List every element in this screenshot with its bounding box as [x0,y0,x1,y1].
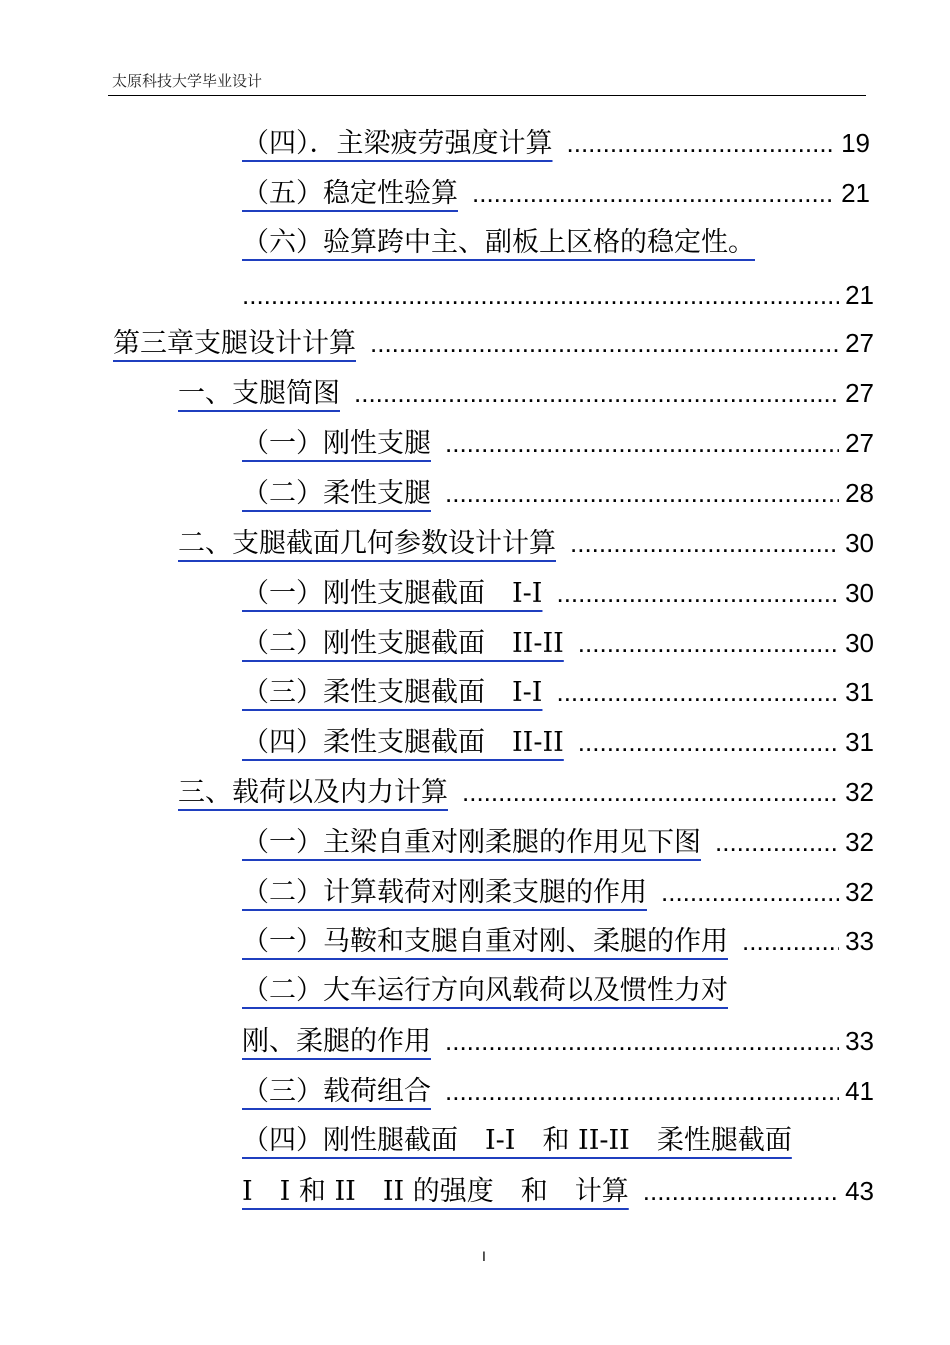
toc-section[interactable] [178,522,874,564]
toc-entry-title[interactable]: （三）柔性支腿截面 I-I [242,677,543,708]
toc-entry-title[interactable]: （四）．主梁疲劳强度计算 [242,128,553,159]
toc-leader-dots [578,721,839,763]
toc-page-number: 33 [845,926,874,956]
toc-page-number: 21 [845,280,874,310]
toc-entry-title[interactable]: （二）大车运行方向风载荷以及惯性力对 [242,975,728,1006]
toc-entry-title[interactable]: （二）计算载荷对刚柔支腿的作用 [242,877,647,908]
toc-entry-title[interactable]: （二）刚性支腿截面 II-II [242,628,564,659]
toc-entry[interactable] [242,572,874,614]
toc-page-number: 28 [845,478,874,508]
toc-entry-title[interactable]: 刚、柔腿的作用 [242,1026,431,1057]
toc-page-number: 32 [845,777,874,807]
toc-leader-dots [445,422,839,464]
toc-leader-dots [578,622,839,664]
toc-page-number: 30 [845,578,874,608]
toc-page-number: 41 [845,1076,874,1106]
toc-chapter[interactable] [113,322,874,364]
toc-leader-dots [567,122,836,164]
document-header: 太原科技大学毕业设计 [112,72,263,90]
toc-page-number: 27 [845,378,874,408]
toc-leader-dots [445,1070,839,1112]
toc-entry-title[interactable]: （四）刚性腿截面 I-I 和 II-II 柔性腿截面 [242,1125,792,1156]
toc-entry[interactable] [242,920,874,962]
toc-entry-title[interactable]: 三、载荷以及内力计算 [178,777,448,808]
toc-entry-continuation[interactable] [242,1020,874,1062]
toc-leader-dots [661,871,839,913]
footer-page-number: I [482,1248,486,1264]
toc-entry-title[interactable]: （五）稳定性验算 [242,178,458,209]
toc-leader-dots [715,821,839,863]
toc-entry-title[interactable]: 二、支腿截面几何参数设计计算 [178,528,556,559]
toc-entry[interactable] [242,871,874,913]
toc-entry-wrapped[interactable] [242,970,858,1012]
toc-entry-wrapped[interactable] [242,222,858,264]
toc-leader-dots [462,771,839,813]
toc-entry-title[interactable]: 第三章支腿设计计算 [113,328,356,359]
toc-page-number: 27 [845,328,874,358]
toc-page-number: 32 [845,877,874,907]
toc-leader-dots [570,522,839,564]
toc-leader-dots [556,671,839,713]
toc-entry-title[interactable]: （一）马鞍和支腿自重对刚、柔腿的作用 [242,926,728,957]
toc-entry-continuation[interactable] [242,274,874,316]
toc-section[interactable] [178,771,874,813]
toc-leader-dots [354,372,839,414]
toc-entry-title[interactable]: （二）柔性支腿 [242,478,431,509]
toc-page-number: 43 [845,1176,874,1206]
toc-leader-dots [370,322,839,364]
toc-entry[interactable] [242,122,870,164]
toc-entry-title[interactable]: （一）主梁自重对刚柔腿的作用见下图 [242,827,701,858]
toc-entry-title[interactable]: （一）刚性支腿 [242,428,431,459]
toc-entry[interactable] [242,671,874,713]
toc-page-number: 31 [845,727,874,757]
toc-leader-dots [445,1020,839,1062]
toc-page-number: 27 [845,428,874,458]
toc-page-number: 33 [845,1026,874,1056]
toc-entry-title[interactable]: I I 和 II II 的强度 和 计算 [242,1176,629,1207]
toc-page-number: 30 [845,528,874,558]
toc-page-number: 21 [841,178,870,208]
toc-entry[interactable] [242,622,874,664]
toc-page-number: 32 [845,827,874,857]
toc-entry[interactable] [242,821,874,863]
toc-entry[interactable] [242,472,874,514]
toc-entry-title[interactable]: （三）载荷组合 [242,1076,431,1107]
toc-page-number: 31 [845,677,874,707]
toc-entry-continuation[interactable] [242,1170,874,1212]
toc-leader-dots [643,1170,839,1212]
toc-entry-wrapped[interactable] [242,1120,858,1162]
toc-section[interactable] [178,372,874,414]
toc-leader-dots [742,920,839,962]
toc-entry[interactable] [242,721,874,763]
toc-entry-title[interactable]: （一）刚性支腿截面 I-I [242,578,543,609]
toc-leader-dots [472,172,835,214]
toc-entry-title[interactable]: （六）验算跨中主、副板上区格的稳定性。 [242,227,755,258]
toc-page-number: 19 [841,128,870,158]
toc-entry[interactable] [242,172,870,214]
toc-entry-title[interactable]: （四）柔性支腿截面 II-II [242,727,564,758]
toc-leader-dots [445,472,839,514]
toc-entry[interactable] [242,1070,874,1112]
toc-page-number: 30 [845,628,874,658]
toc-entry-title[interactable]: 一、支腿简图 [178,378,340,409]
toc-leader-dots [242,274,839,316]
toc-entry[interactable] [242,422,874,464]
toc-leader-dots [556,572,839,614]
